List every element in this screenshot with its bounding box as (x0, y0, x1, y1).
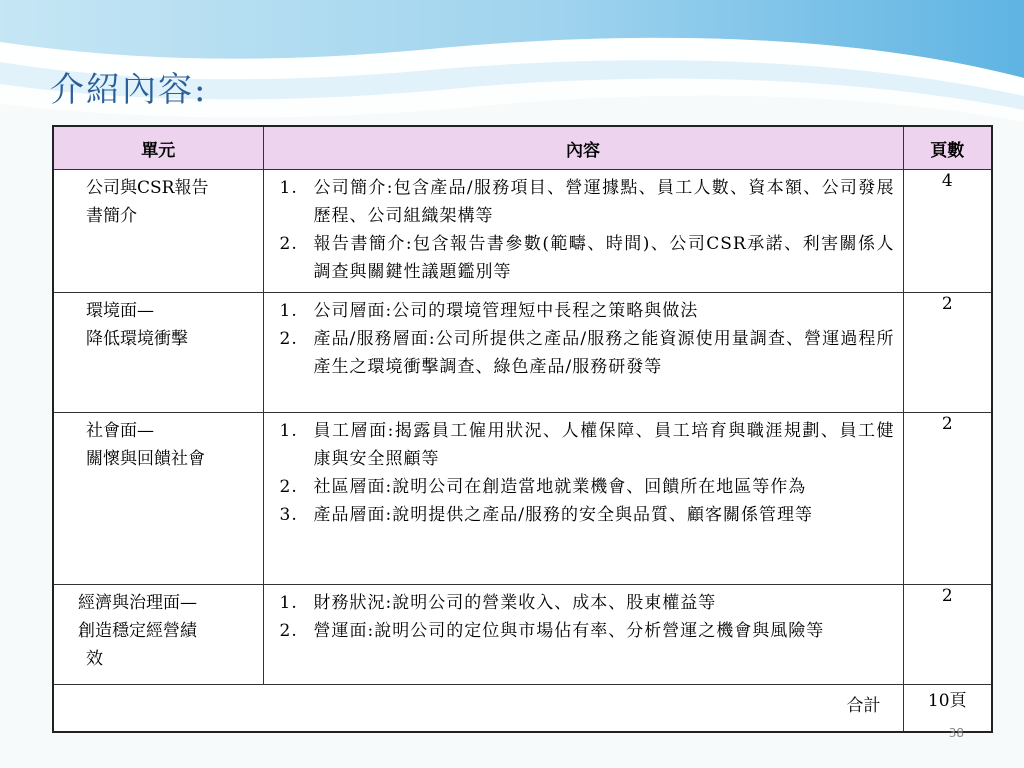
header-content: 內容 (263, 126, 903, 170)
list-item: 1. 財務狀況:說明公司的營業收入、成本、股東權益等 (279, 593, 717, 613)
header-pages: 頁數 (903, 126, 992, 170)
unit-text: 降低環境衝擊 (86, 329, 188, 349)
list-item-text: 公司層面:公司的環境管理短中長程之策略與做法 (313, 301, 699, 321)
pages-cell: 4 (903, 170, 992, 293)
list-item: 1. 公司層面:公司的環境管理短中長程之策略與做法 (279, 301, 699, 321)
list-item-text: 社區層面:說明公司在創造當地就業機會、回饋所在地區等作為 (313, 477, 807, 497)
unit-cell (53, 293, 263, 413)
header-unit: 單元 (53, 126, 263, 170)
content-cell (263, 413, 903, 585)
list-item-text: 公司簡介:包含產品/服務項目、營運據點、員工人數、資本額、公司發展歷程、公司組織架構等 (313, 178, 895, 226)
pages-cell: 2 (903, 585, 992, 685)
list-item-text: 報告書簡介:包含報告書參數(範疇、時間)、公司CSR承諾、利害關係人調查與關鍵性議題鑑別等 (313, 234, 895, 282)
total-label: 合計 (53, 685, 903, 733)
table-header-row (53, 126, 992, 170)
content-cell (263, 170, 903, 293)
slide-title: 介紹內容: (50, 70, 208, 110)
list-item-text: 營運面:說明公司的定位與市場佔有率、分析營運之機會與風險等 (313, 621, 825, 641)
list-item: 3. 產品層面:說明提供之產品/服務的安全與品質、顧客關係管理等 (279, 505, 813, 525)
list-item-text: 員工層面:揭露員工僱用狀況、人權保障、員工培育與職涯規劃、員工健康與安全照顧等 (313, 421, 895, 469)
unit-text: 社會面— (86, 421, 154, 441)
unit-cell (53, 585, 263, 685)
unit-text: 書簡介 (86, 206, 137, 226)
list-item-text: 產品層面:說明提供之產品/服務的安全與品質、顧客關係管理等 (313, 505, 813, 525)
unit-text: 經濟與治理面— (78, 593, 197, 613)
unit-text: 創造穩定經營績 (78, 621, 197, 641)
unit-text: 環境面— (86, 301, 154, 321)
list-item: 2. 產品/服務層面:公司所提供之產品/服務之能資源使用量調查、營運過程所產生之環境衝擊調查、綠色產品/服務研發等 (279, 329, 895, 377)
total-row (53, 685, 992, 733)
page-number: 38 (948, 726, 964, 740)
table-row (53, 293, 992, 413)
list-item-text: 財務狀況:說明公司的營業收入、成本、股東權益等 (313, 593, 717, 613)
unit-text: 效 (86, 649, 103, 669)
table-row (53, 413, 992, 585)
table-row (53, 585, 992, 685)
pages-cell: 2 (903, 413, 992, 585)
list-item-text: 產品/服務層面:公司所提供之產品/服務之能資源使用量調查、營運過程所產生之環境衝擊調查、綠色產品/服務研發等 (313, 329, 895, 377)
list-item: 1. 員工層面:揭露員工僱用狀況、人權保障、員工培育與職涯規劃、員工健康與安全照顧等 (279, 421, 895, 469)
unit-text: 公司與CSR報告 (86, 178, 209, 198)
table-row (53, 170, 992, 293)
list-item: 1. 公司簡介:包含產品/服務項目、營運據點、員工人數、資本額、公司發展歷程、公司組織架構等 (279, 178, 895, 226)
pages-cell: 2 (903, 293, 992, 413)
content-cell (263, 293, 903, 413)
content-table (52, 125, 993, 733)
list-item: 2. 營運面:說明公司的定位與市場佔有率、分析營運之機會與風險等 (279, 621, 825, 641)
list-item: 2. 報告書簡介:包含報告書參數(範疇、時間)、公司CSR承諾、利害關係人調查與關鍵性議題鑑別等 (279, 234, 895, 282)
total-pages: 10頁 (903, 685, 992, 733)
unit-text: 關懷與回饋社會 (86, 449, 205, 469)
unit-cell (53, 413, 263, 585)
list-item: 2. 社區層面:說明公司在創造當地就業機會、回饋所在地區等作為 (279, 477, 807, 497)
unit-cell (53, 170, 263, 293)
content-cell (263, 585, 903, 685)
